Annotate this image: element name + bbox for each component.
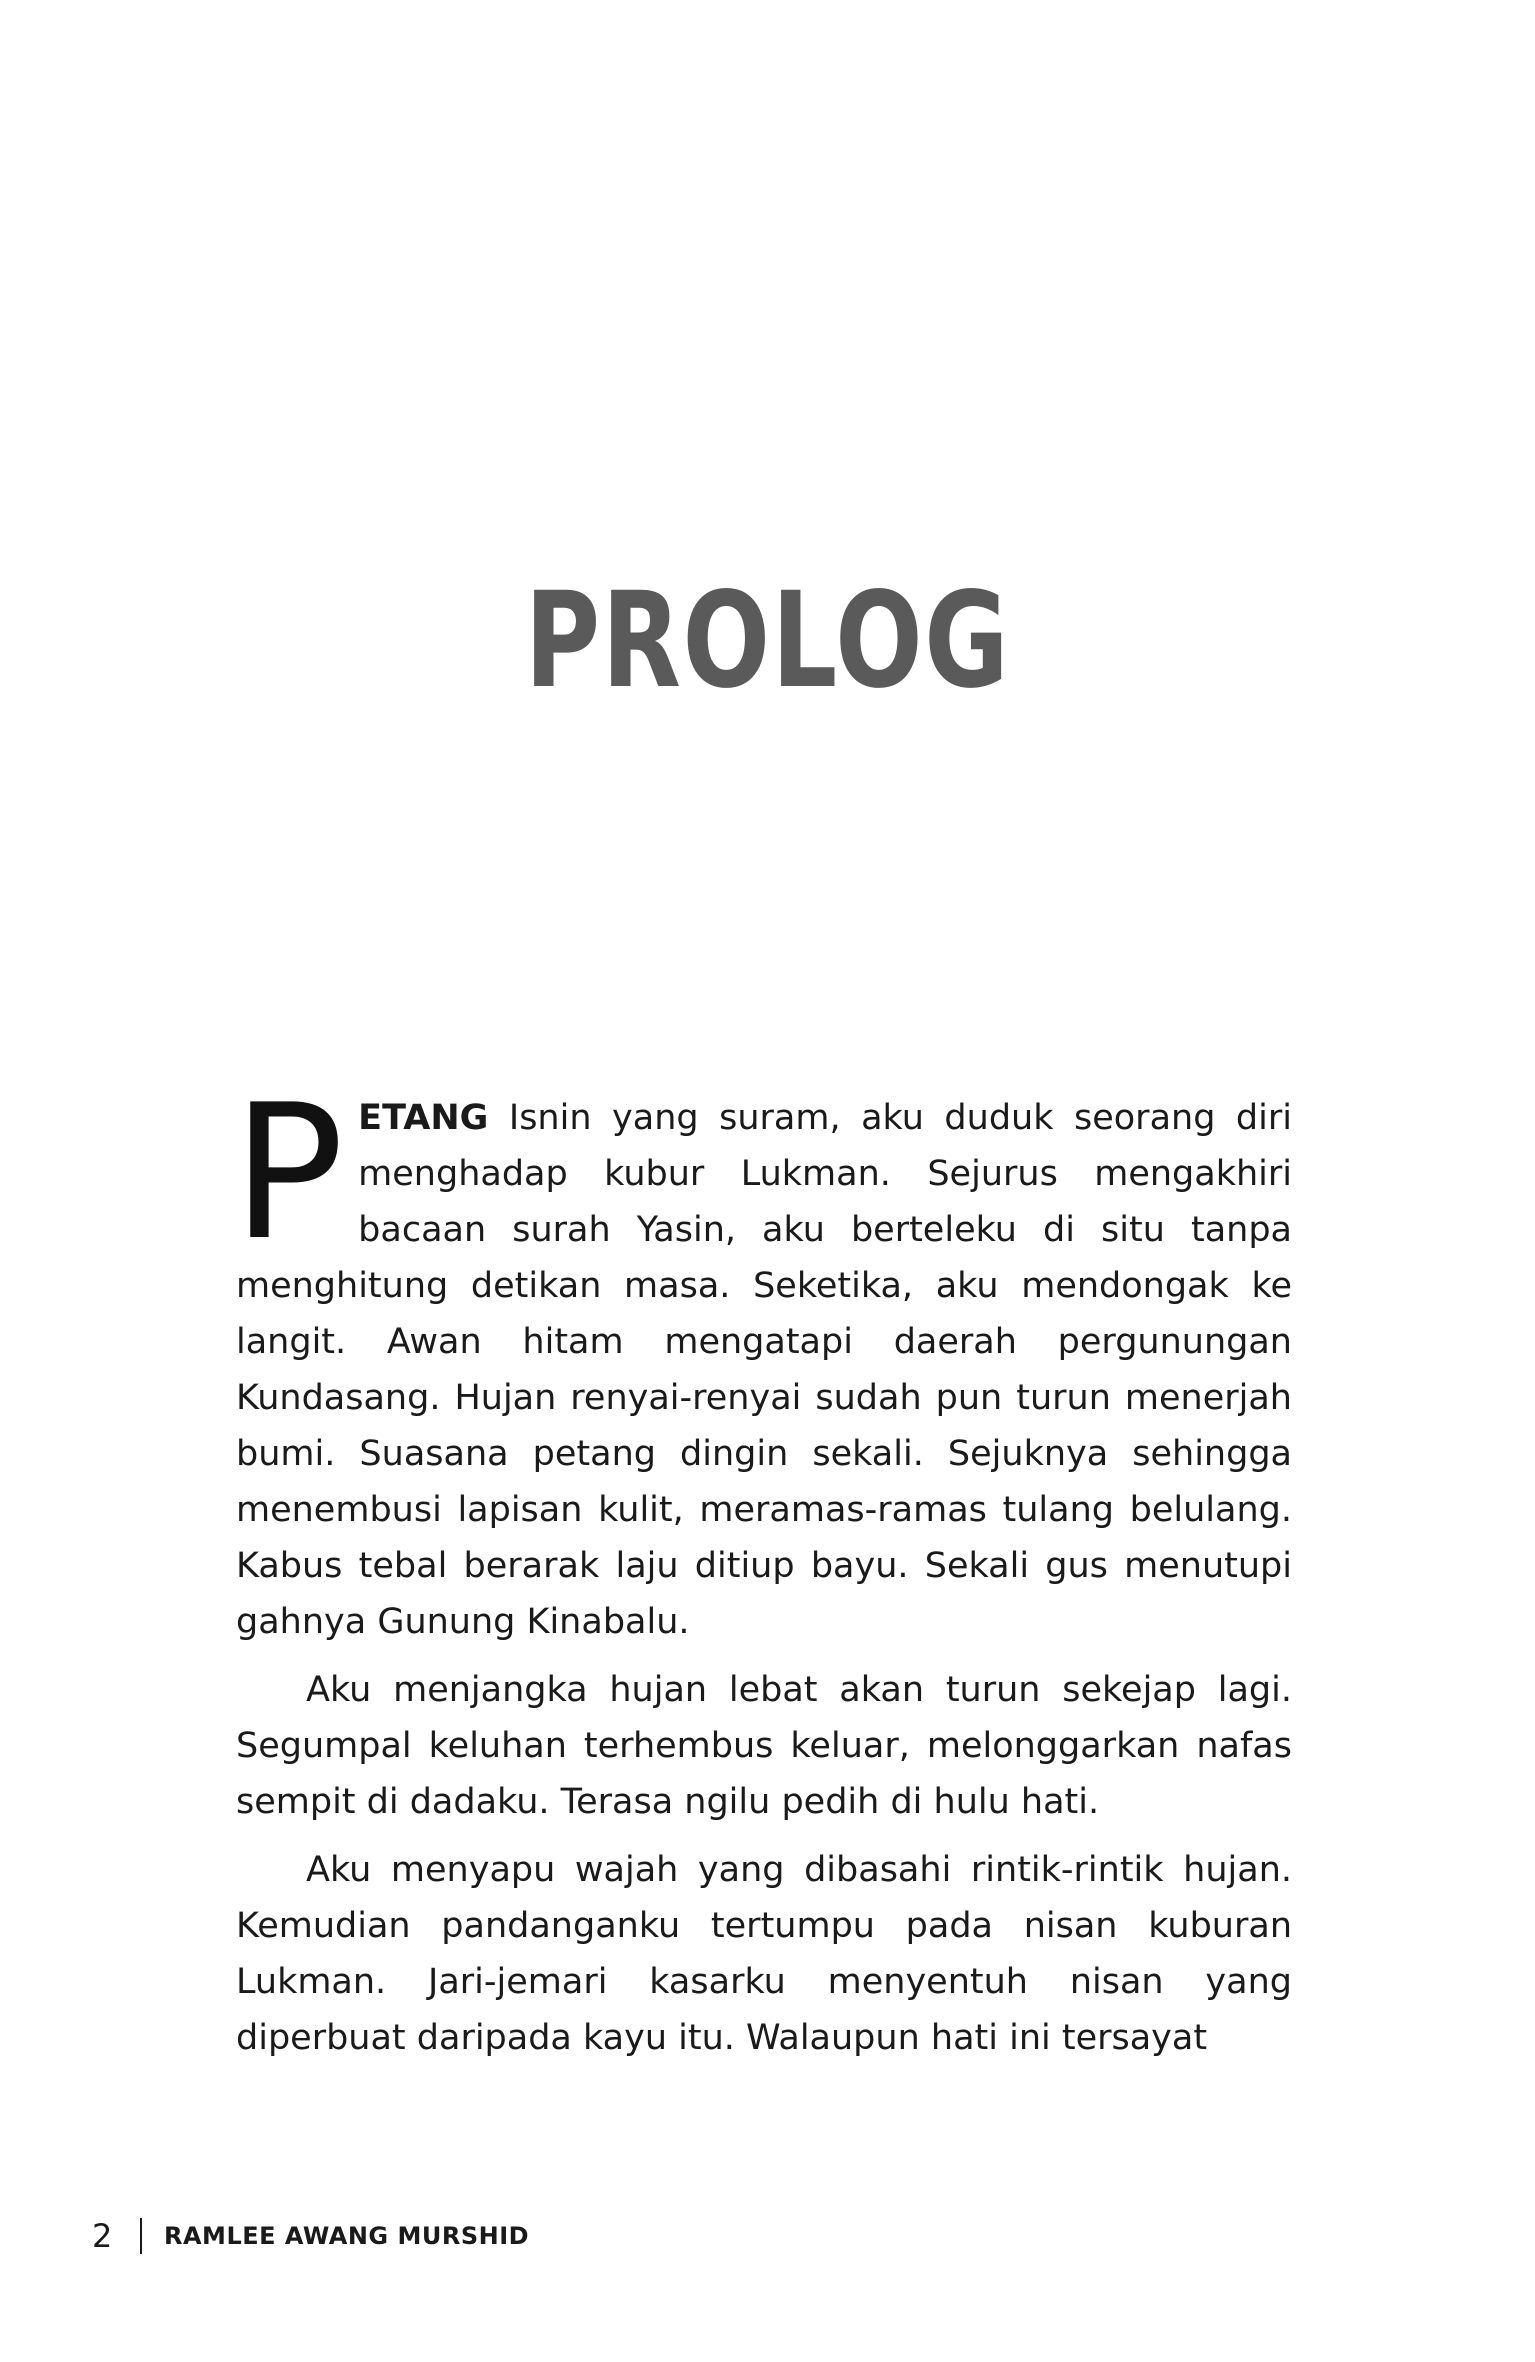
page-footer	[92, 2216, 529, 2256]
body-text	[232, 1064, 1292, 2078]
paragraph-3: Aku menyapu wajah yang dibasahi rintik-rintik hujan. Kemudian pandanganku tertumpu pada nisan kuburan Lukman. Jari-jemari kasarku menyentuh nisan yang diperbuat daripada kayu itu. Walaupun hati ini tersayat	[236, 1850, 1292, 2058]
running-head-author: RAMLEE AWANG MURSHID	[164, 2222, 530, 2250]
paragraph-2: Aku menjangka hujan lebat akan turun sekejap lagi. Segumpal keluhan terhembus keluar, melonggarkan nafas sempit di dadaku. Terasa ngilu pedih di hulu hati.	[236, 1670, 1292, 1822]
chapter-title: PROLOG	[524, 564, 1011, 719]
page-number: 2	[92, 2217, 113, 2255]
paragraph-1	[232, 1064, 1292, 1650]
footer-divider	[140, 2218, 142, 2254]
lead-word: ETANG	[358, 1098, 489, 1138]
paragraph-1-text: Isnin yang suram, aku duduk seorang diri menghadap kubur Lukman. Sejurus mengakhiri bacaan surah Yasin, aku berteleku di situ tanpa menghitung detikan masa. Seketika, aku mendongak ke langit. Awan hitam mengatapi daerah pergunungan Kundasang. Hujan renyai-renyai sudah pun turun menerjah bumi. Suasana petang dingin sekali. Sejuknya sehingga menembusi lapisan kulit, meramas-ramas tulang belulang. Kabus tebal berarak laju ditiup bayu. Sekali gus menutupi gahnya Gunung Kinabalu.	[236, 1098, 1292, 1642]
drop-cap: P	[232, 1064, 345, 1281]
